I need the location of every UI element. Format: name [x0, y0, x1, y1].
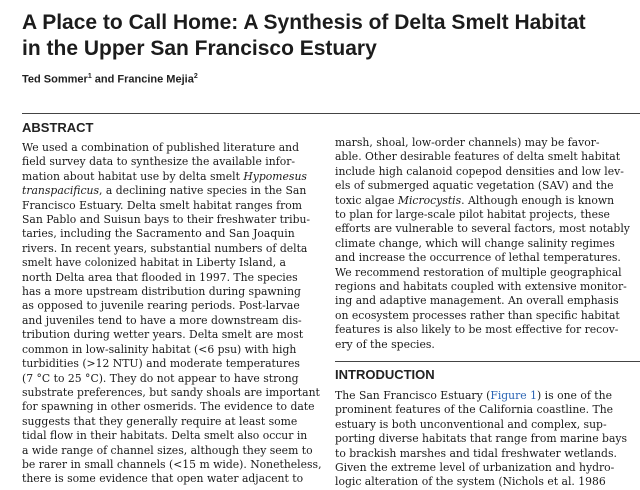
text-line: prominent features of the California coastline. The: [335, 403, 614, 417]
text-line: and juveniles tend to have a more downstream dis-: [22, 313, 302, 327]
abstract-column-left: [22, 141, 320, 487]
text-line: substrate preferences, but sandy shoals are important: [22, 385, 320, 399]
abstract-column-right: [335, 136, 635, 352]
text-line: suggests that they generally require at least some: [22, 414, 298, 428]
text-line: turbidities (>12 NTU) and moderate temperatures: [22, 357, 300, 371]
text-line: there is some evidence that open water adjacent to: [22, 472, 304, 486]
text-line: efforts are vulnerable to several factors, most notably: [335, 222, 630, 236]
text-line: San Pablo and Suisun bays to their freshwater tribu-: [22, 213, 311, 227]
text-line: marsh, shoal, low-order channels) may be favor-: [335, 136, 600, 149]
text-line: able. Other desirable features of delta smelt habitat: [335, 150, 621, 164]
text-line: features is also likely to be most effective for recov-: [335, 323, 619, 337]
author-name: Francine Mejia: [117, 73, 194, 86]
introduction-heading: INTRODUCTION: [335, 367, 435, 382]
text-line: climate change, which will change salinity regimes: [335, 236, 615, 250]
figure-1-link[interactable]: Figure 1: [490, 389, 537, 402]
text-line: field survey data to synthesize the available infor-: [22, 155, 296, 169]
text-line: has a more upstream distribution during spawning: [22, 285, 301, 299]
text-line: rivers. In recent years, substantial numbers of delta: [22, 241, 308, 255]
title-line-1: A Place to Call Home: A Synthesis of Delta Smelt Habitat: [22, 11, 586, 34]
text-line: (7 °C to 25 °C). They do not appear to have strong: [22, 371, 299, 385]
text-line: toxic algae Microcystis. Although enough is known: [335, 193, 615, 207]
text-line: Francisco Estuary. Delta smelt habitat ranges from: [22, 198, 303, 212]
text-line: and increase the occurrence of lethal temperatures.: [335, 251, 621, 265]
text-line: for spawning in other osmerids. The evidence to date: [22, 400, 315, 414]
text-line: on ecosystem processes rather than specific habitat: [335, 308, 620, 322]
author-list: [22, 70, 198, 87]
text-line: common in low-salinity habitat (<6 psu) with high: [22, 342, 297, 356]
text-line: include high calanoid copepod densities and low lev-: [335, 164, 624, 178]
text-line: els of submerged aquatic vegetation (SAV) and the: [335, 179, 614, 193]
abstract-heading: ABSTRACT: [22, 120, 94, 135]
title-line-2: in the Upper San Francisco Estuary: [22, 37, 377, 60]
text-line: be rarer in small channels (<15 m wide). Nonetheless,: [22, 457, 322, 471]
introduction-column: [335, 389, 635, 490]
text-line: transpacificus, a declining native species in the San: [22, 184, 307, 198]
text-line: to plan for large-scale pilot habitat projects, these: [335, 208, 610, 222]
text-line: mation about habitat use by delta smelt Hypomesus: [22, 169, 307, 183]
text-line: estuary is both unconventional and complex, sup-: [335, 417, 607, 431]
text-line: regions and habitats coupled with extensive monitor-: [335, 280, 627, 294]
text-line: tribution during wetter years. Delta smelt are most: [22, 328, 304, 342]
author-connector: and: [91, 73, 118, 86]
species-name: Microcystis: [397, 193, 462, 207]
paper-title: [22, 10, 622, 62]
text-line: ery of the species.: [335, 337, 435, 351]
text-line: north Delta area that flooded in 1997. The species: [22, 270, 298, 284]
abstract-top-rule: [22, 113, 640, 114]
text-line: porting diverse habitats that range from marine bays: [335, 432, 628, 446]
text-line: to brackish marshes and tidal freshwater wetlands.: [335, 446, 617, 460]
text-line: tidal flow in their habitats. Delta smelt also occur in: [22, 429, 308, 443]
affiliation-marker: 2: [193, 73, 198, 80]
text-line: We used a combination of published literature and: [22, 141, 300, 154]
text-line: ing and adaptive management. An overall emphasis: [335, 294, 619, 308]
text-line: logic alteration of the system (Nichols et al. 1986: [335, 475, 606, 489]
text-line: smelt have colonized habitat in Liberty Island, a: [22, 256, 286, 270]
author-name: Ted Sommer: [22, 73, 88, 86]
text-line: Given the extreme level of urbanization and hydro-: [335, 461, 615, 475]
text-line: a wide range of channel sizes, although they seem to: [22, 443, 313, 457]
text-line: We recommend restoration of multiple geographical: [335, 265, 622, 279]
text-line: The San Francisco Estuary (Figure 1) is one of the: [335, 389, 612, 402]
text-line: as opposed to juvenile rearing periods. Post-larvae: [22, 299, 300, 313]
affiliation-marker: 1: [87, 73, 92, 80]
introduction-top-rule: [335, 361, 640, 362]
species-name: Hypomesus: [243, 169, 307, 183]
text-line: taries, including the Sacramento and San Joaquin: [22, 227, 295, 241]
species-name: transpacificus: [22, 184, 100, 198]
